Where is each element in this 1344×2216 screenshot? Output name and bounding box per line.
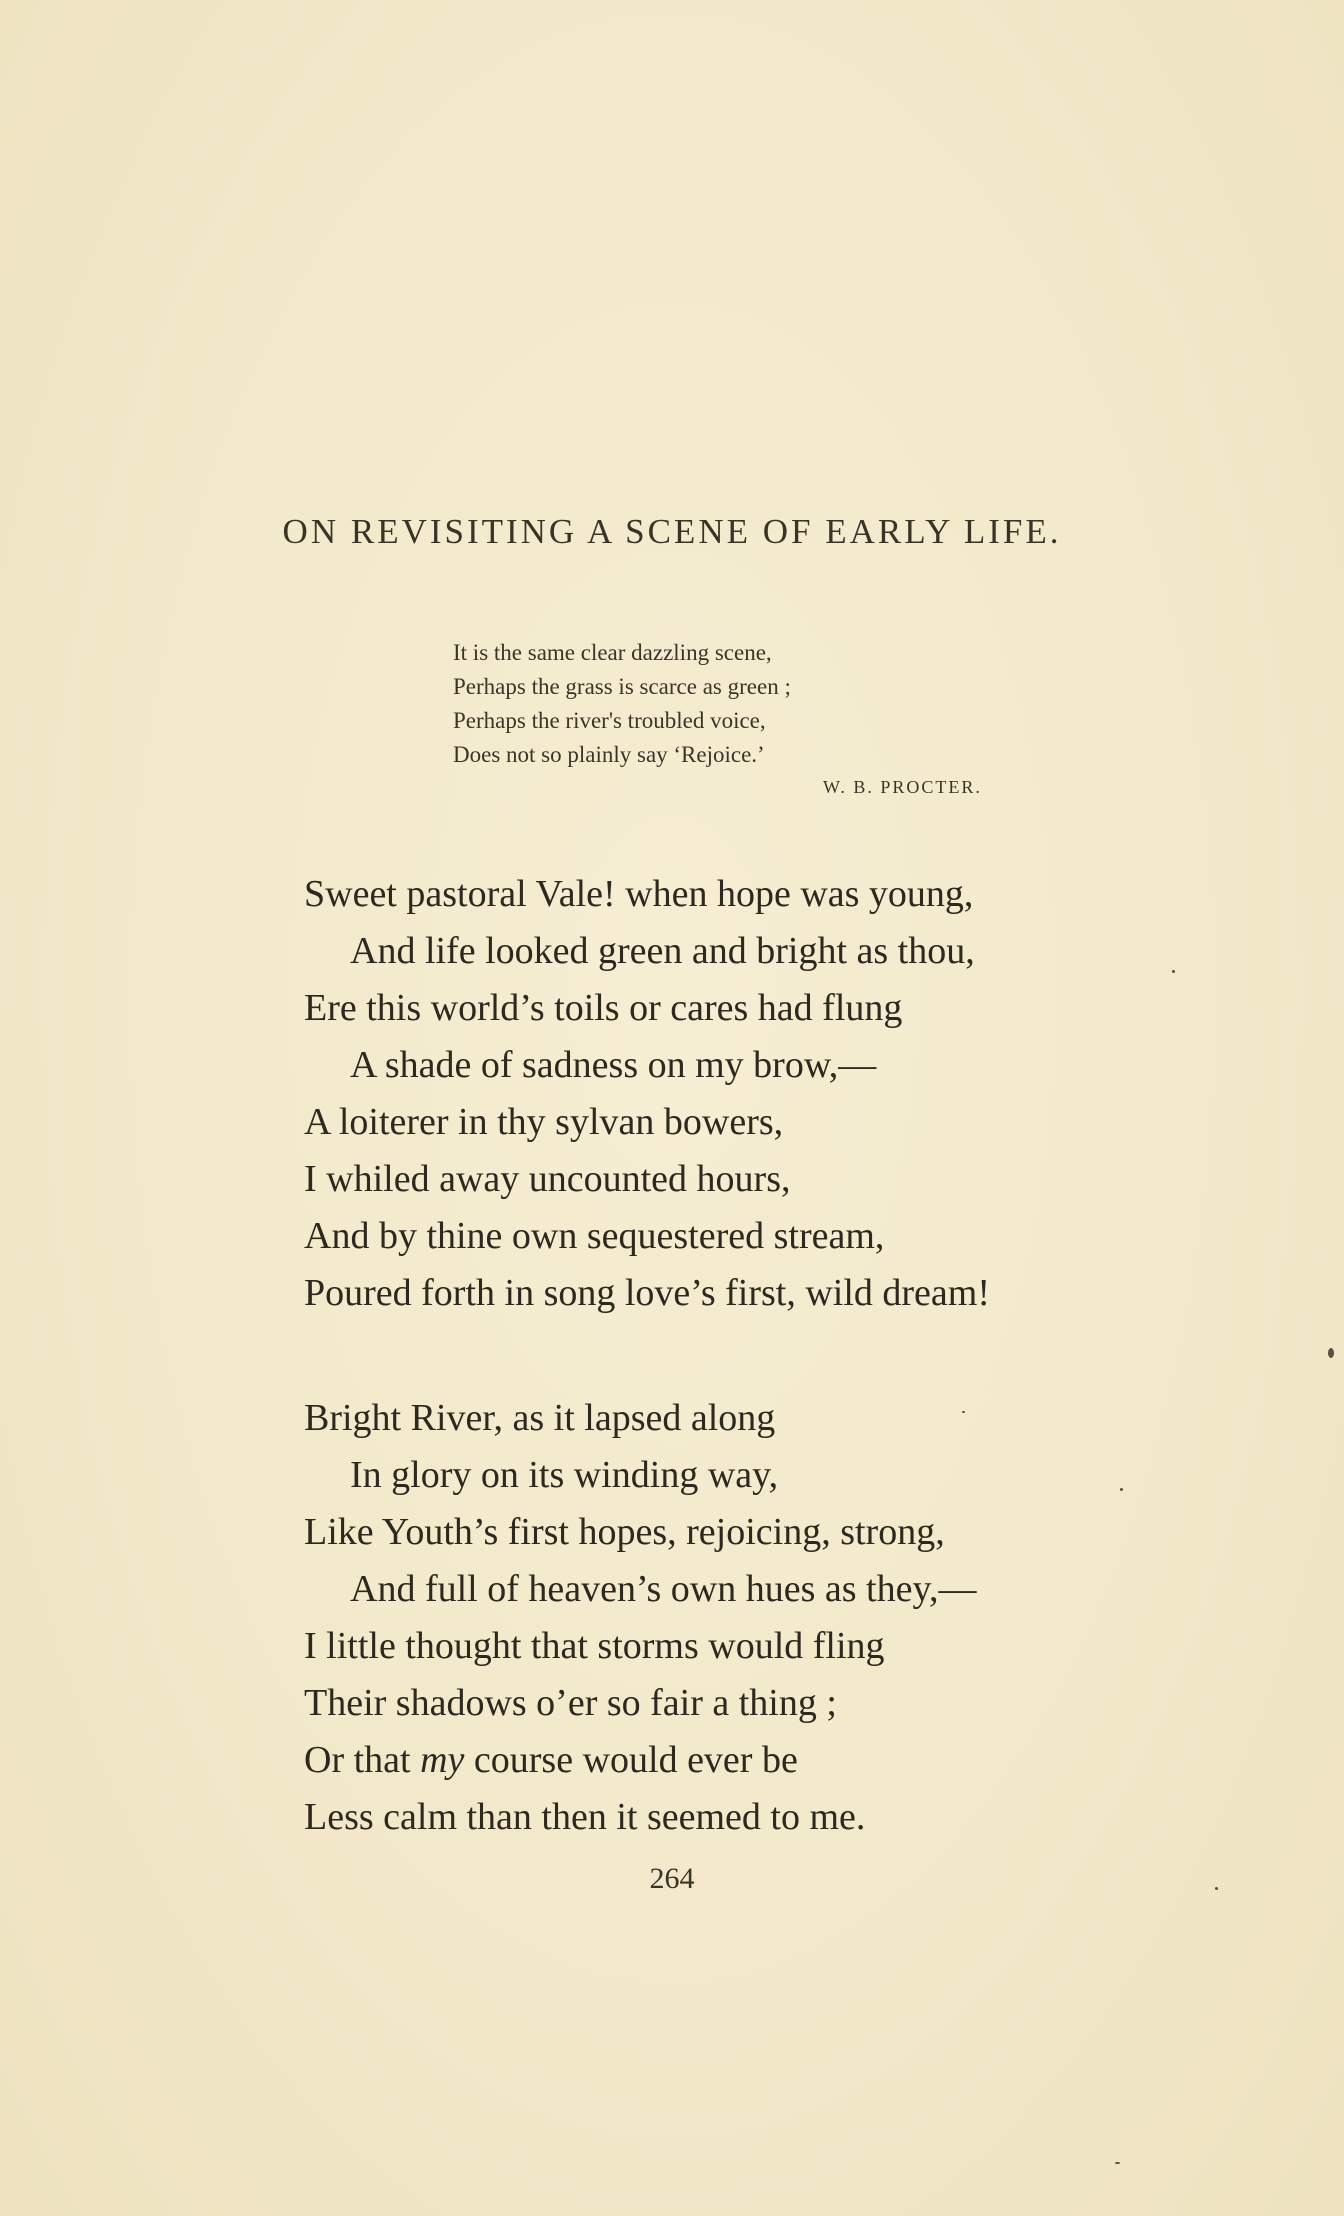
paper-speck	[1328, 1348, 1334, 1358]
paper-speck	[1215, 1887, 1218, 1890]
verse-line	[304, 1732, 1204, 1789]
verse-line: Poured forth in song love’s first, wild dream!	[304, 1272, 991, 1314]
epigraph-line: It is the same clear dazzling scene,	[453, 640, 772, 665]
paper-speck	[1120, 1488, 1123, 1491]
verse-line: Bright River, as it lapsed along	[304, 1397, 776, 1439]
poem-title: ON REVISITING A SCENE OF EARLY LIFE.	[282, 512, 1062, 551]
verse-line: And life looked green and bright as thou,	[350, 930, 975, 972]
verse-line: Ere this world’s toils or cares had flung	[304, 987, 903, 1029]
epigraph	[453, 636, 1053, 802]
epigraph-line: Perhaps the river's troubled voice,	[453, 708, 766, 733]
paper-speck	[962, 1411, 965, 1413]
verse-line: In glory on its winding way,	[350, 1454, 779, 1496]
verse-text: course would ever be	[464, 1739, 798, 1781]
verse-line: I whiled away uncounted hours,	[304, 1158, 791, 1200]
epigraph-attribution: W. B. PROCTER.	[823, 777, 982, 797]
verse-line: And full of heaven’s own hues as they,—	[350, 1568, 977, 1610]
stanza-1	[304, 866, 1204, 1322]
italic-word: my	[420, 1739, 465, 1781]
stanza-2	[304, 1390, 1204, 1846]
verse-text: Or that	[304, 1739, 421, 1781]
verse-line: A loiterer in thy sylvan bowers,	[304, 1101, 784, 1143]
paper-speck	[1115, 2162, 1120, 2164]
epigraph-line: Perhaps the grass is scarce as green ;	[453, 674, 791, 699]
verse-line: I little thought that storms would fling	[304, 1625, 885, 1667]
verse-line: And by thine own sequestered stream,	[304, 1215, 885, 1257]
verse-line: A shade of sadness on my brow,—	[350, 1044, 877, 1086]
epigraph-line: Does not so plainly say ‘Rejoice.’	[453, 742, 765, 767]
verse-line: Like Youth’s first hopes, rejoicing, strong,	[304, 1511, 945, 1553]
verse-line: Sweet pastoral Vale! when hope was young,	[304, 873, 974, 915]
verse-line: Their shadows o’er so fair a thing ;	[304, 1682, 837, 1724]
verse-line: Less calm than then it seemed to me.	[304, 1796, 866, 1838]
paper-speck	[1172, 970, 1175, 973]
page-number: 264	[649, 1862, 695, 1895]
